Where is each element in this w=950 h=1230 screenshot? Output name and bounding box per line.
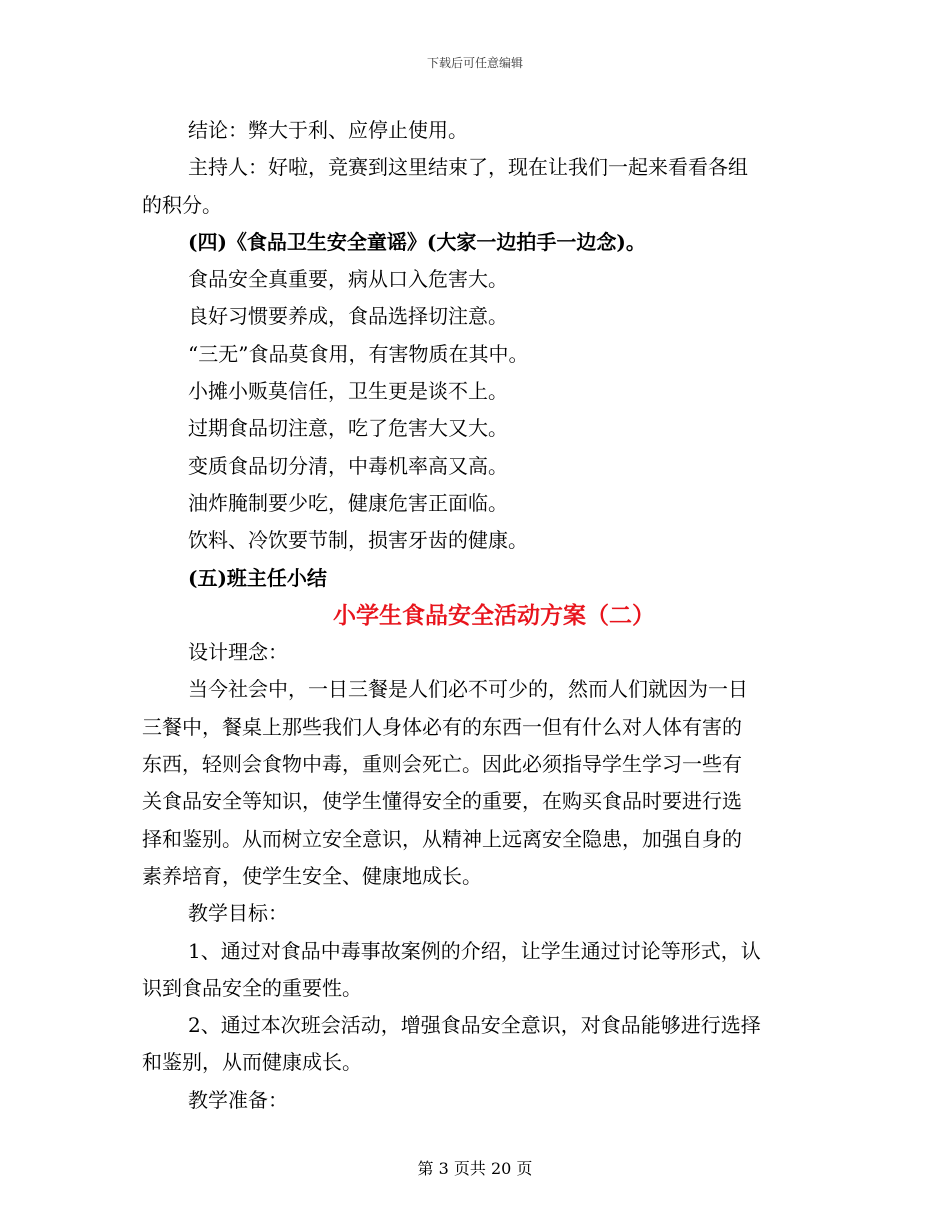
conclusion-paragraph: 结论：弊大于利、应停止使用。 (188, 118, 468, 142)
goals-label: 教学目标： (188, 901, 288, 926)
rhyme-line: 饮料、冷饮要节制，损害牙齿的健康。 (188, 528, 528, 553)
rhyme-line: 变质食品切分清，中毒机率高又高。 (188, 453, 508, 478)
design-label: 设计理念： (188, 640, 288, 665)
section-heading-5: (五)班主任小结 (188, 565, 327, 590)
rhyme-line: “三无”食品莫食用，有害物质在其中。 (188, 341, 529, 366)
page-footer: 第 3 页共 20 页 (417, 1159, 533, 1178)
prep-label: 教学准备： (188, 1087, 288, 1112)
host-paragraph-line: 的积分。 (142, 192, 222, 217)
rhyme-line: 过期食品切注意，吃了危害大又大。 (188, 416, 508, 441)
design-paragraph-line: 素养培育，使学生安全、健康地成长。 (142, 863, 482, 888)
host-paragraph-line: 主持人：好啦，竞赛到这里结束了，现在让我们一起来看看各组 (188, 155, 748, 180)
design-paragraph-line: 择和鉴别。从而树立安全意识，从精神上远离安全隐患，加强自身的 (142, 826, 742, 851)
design-paragraph-line: 三餐中，餐桌上那些我们人身体必有的东西一但有什么对人体有害的 (142, 714, 742, 739)
goal-2-line: 2、通过本次班会活动，增强食品安全意识，对食品能够进行选择 (188, 1013, 761, 1038)
design-paragraph-line: 关食品安全等知识，使学生懂得安全的重要，在购买食品时要进行选 (142, 789, 742, 814)
design-paragraph-line: 东西，轻则会食物中毒，重则会死亡。因此必须指导学生学习一些有 (142, 752, 742, 777)
document-title: 小学生食品安全活动方案（二） (333, 601, 655, 629)
rhyme-line: 良好习惯要养成，食品选择切注意。 (188, 304, 508, 329)
goal-1-line: 1、通过对食品中毒事故案例的介绍，让学生通过讨论等形式，认 (188, 938, 761, 963)
section-heading-4: (四)《食品卫生安全童谣》(大家一边拍手一边念)。 (188, 229, 646, 254)
page-header: 下载后可任意编辑 (426, 56, 523, 70)
page-content (142, 112, 812, 1119)
goal-1-line: 识到食品安全的重要性。 (142, 975, 362, 1000)
design-paragraph-line: 当今社会中，一日三餐是人们必不可少的，然而人们就因为一日 (188, 677, 748, 702)
rhyme-line: 油炸腌制要少吃，健康危害正面临。 (188, 490, 508, 515)
goal-2-line: 和鉴别，从而健康成长。 (142, 1050, 362, 1075)
rhyme-line: 小摊小贩莫信任，卫生更是谈不上。 (188, 379, 508, 404)
rhyme-line: 食品安全真重要，病从口入危害大。 (188, 267, 508, 292)
